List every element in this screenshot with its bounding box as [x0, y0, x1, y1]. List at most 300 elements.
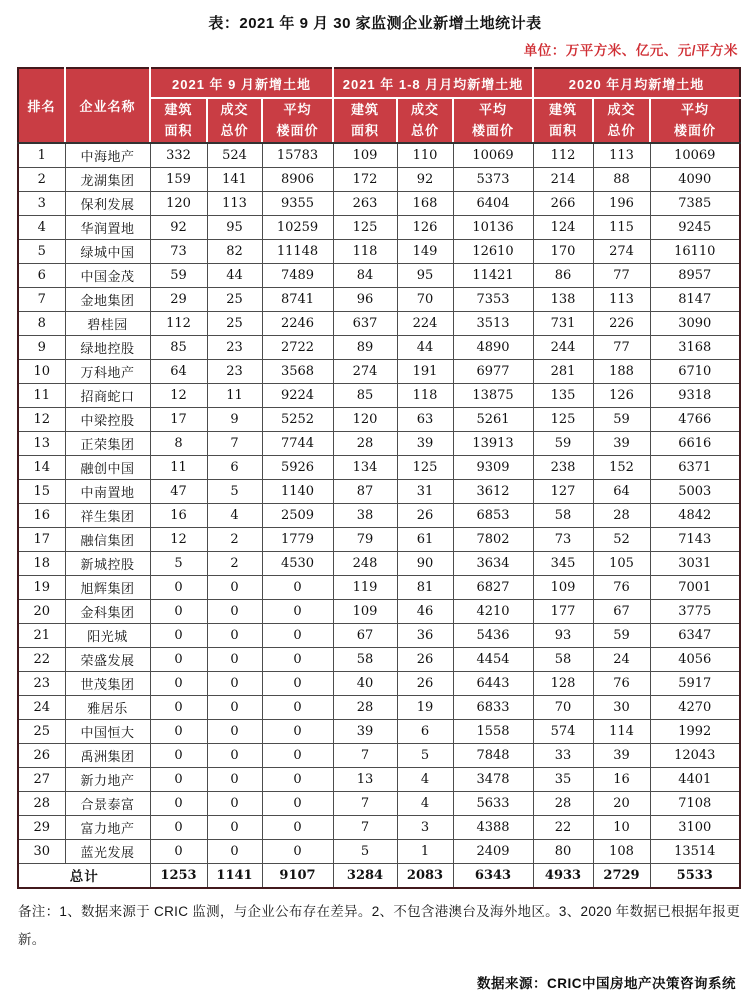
- value-cell: 7: [207, 431, 262, 455]
- value-cell: 2246: [262, 311, 333, 335]
- value-cell: 113: [593, 287, 650, 311]
- value-cell: 12: [150, 527, 207, 551]
- value-cell: 124: [533, 215, 593, 239]
- value-cell: 85: [150, 335, 207, 359]
- value-cell: 5373: [453, 167, 533, 191]
- company-cell: 保利发展: [65, 191, 150, 215]
- value-cell: 20: [593, 791, 650, 815]
- company-cell: 招商蛇口: [65, 383, 150, 407]
- value-cell: 16: [150, 503, 207, 527]
- company-cell: 中国恒大: [65, 719, 150, 743]
- company-cell: 富力地产: [65, 815, 150, 839]
- value-cell: 119: [333, 575, 397, 599]
- value-cell: 82: [207, 239, 262, 263]
- value-cell: 6616: [650, 431, 740, 455]
- value-cell: 5: [150, 551, 207, 575]
- value-cell: 0: [207, 575, 262, 599]
- total-value-cell: 1253: [150, 863, 207, 888]
- table-row: [18, 719, 740, 743]
- company-cell: 万科地产: [65, 359, 150, 383]
- value-cell: 86: [533, 263, 593, 287]
- company-cell: 中国金茂: [65, 263, 150, 287]
- company-cell: 融创中国: [65, 455, 150, 479]
- value-cell: 7: [333, 815, 397, 839]
- value-cell: 59: [593, 623, 650, 647]
- company-cell: 中梁控股: [65, 407, 150, 431]
- group-header-2: 2021 年 1-8 月月均新增土地: [333, 68, 533, 98]
- value-cell: 0: [207, 599, 262, 623]
- value-cell: 0: [150, 623, 207, 647]
- table-row: [18, 695, 740, 719]
- sub-header-g2-3: [453, 98, 533, 143]
- group-header-1: 2021 年 9 月新增土地: [150, 68, 333, 98]
- value-cell: 0: [207, 647, 262, 671]
- value-cell: 13875: [453, 383, 533, 407]
- value-cell: 332: [150, 143, 207, 167]
- table-row: [18, 815, 740, 839]
- table-row: [18, 623, 740, 647]
- rank-cell: 23: [18, 671, 65, 695]
- value-cell: 13913: [453, 431, 533, 455]
- value-cell: 6443: [453, 671, 533, 695]
- value-cell: 6404: [453, 191, 533, 215]
- value-cell: 24: [593, 647, 650, 671]
- total-value-cell: 4933: [533, 863, 593, 888]
- total-row: [18, 863, 740, 888]
- rank-cell: 2: [18, 167, 65, 191]
- value-cell: 44: [207, 263, 262, 287]
- value-cell: 0: [207, 791, 262, 815]
- value-cell: 7143: [650, 527, 740, 551]
- sub-header-line1: 成交: [410, 102, 439, 118]
- value-cell: 0: [150, 839, 207, 863]
- value-cell: 10069: [453, 143, 533, 167]
- value-cell: 109: [333, 599, 397, 623]
- rank-cell: 21: [18, 623, 65, 647]
- table-row: [18, 479, 740, 503]
- table-row: [18, 839, 740, 863]
- value-cell: 73: [150, 239, 207, 263]
- rank-cell: 20: [18, 599, 65, 623]
- value-cell: 13514: [650, 839, 740, 863]
- value-cell: 12043: [650, 743, 740, 767]
- value-cell: 0: [150, 791, 207, 815]
- value-cell: 120: [333, 407, 397, 431]
- total-label: 总计: [18, 863, 150, 888]
- value-cell: 109: [333, 143, 397, 167]
- value-cell: 10069: [650, 143, 740, 167]
- value-cell: 79: [333, 527, 397, 551]
- value-cell: 5633: [453, 791, 533, 815]
- rank-cell: 26: [18, 743, 65, 767]
- sub-header-g2-1: [333, 98, 397, 143]
- table-row: [18, 767, 740, 791]
- value-cell: 125: [397, 455, 453, 479]
- land-stats-table: [17, 67, 741, 889]
- table-row: [18, 599, 740, 623]
- value-cell: 113: [593, 143, 650, 167]
- value-cell: 5926: [262, 455, 333, 479]
- value-cell: 88: [593, 167, 650, 191]
- value-cell: 76: [593, 575, 650, 599]
- value-cell: 3031: [650, 551, 740, 575]
- value-cell: 6347: [650, 623, 740, 647]
- value-cell: 138: [533, 287, 593, 311]
- rank-cell: 18: [18, 551, 65, 575]
- value-cell: 0: [207, 671, 262, 695]
- value-cell: 281: [533, 359, 593, 383]
- value-cell: 59: [533, 431, 593, 455]
- value-cell: 0: [150, 815, 207, 839]
- value-cell: 6853: [453, 503, 533, 527]
- value-cell: 70: [397, 287, 453, 311]
- value-cell: 263: [333, 191, 397, 215]
- rank-cell: 13: [18, 431, 65, 455]
- value-cell: 0: [150, 695, 207, 719]
- value-cell: 84: [333, 263, 397, 287]
- rank-cell: 12: [18, 407, 65, 431]
- value-cell: 108: [593, 839, 650, 863]
- value-cell: 80: [533, 839, 593, 863]
- value-cell: 6371: [650, 455, 740, 479]
- company-cell: 中南置地: [65, 479, 150, 503]
- table-row: [18, 791, 740, 815]
- value-cell: 0: [262, 695, 333, 719]
- value-cell: 77: [593, 335, 650, 359]
- value-cell: 0: [207, 623, 262, 647]
- value-cell: 224: [397, 311, 453, 335]
- data-source: 数据来源：CRIC中国房地产决策咨询系统: [477, 975, 736, 991]
- value-cell: 731: [533, 311, 593, 335]
- value-cell: 1992: [650, 719, 740, 743]
- value-cell: 44: [397, 335, 453, 359]
- value-cell: 1140: [262, 479, 333, 503]
- value-cell: 3100: [650, 815, 740, 839]
- total-value-cell: 2729: [593, 863, 650, 888]
- value-cell: 31: [397, 479, 453, 503]
- value-cell: 4388: [453, 815, 533, 839]
- col-header-rank: 排名: [18, 68, 65, 143]
- value-cell: 12610: [453, 239, 533, 263]
- value-cell: 266: [533, 191, 593, 215]
- rank-cell: 28: [18, 791, 65, 815]
- group-header-3: 2020 年月均新增土地: [533, 68, 740, 98]
- company-cell: 融信集团: [65, 527, 150, 551]
- value-cell: 23: [207, 335, 262, 359]
- table-row: [18, 575, 740, 599]
- value-cell: 73: [533, 527, 593, 551]
- value-cell: 64: [150, 359, 207, 383]
- value-cell: 12: [150, 383, 207, 407]
- value-cell: 5917: [650, 671, 740, 695]
- value-cell: 0: [150, 575, 207, 599]
- value-cell: 7385: [650, 191, 740, 215]
- table-row: [18, 671, 740, 695]
- rank-cell: 7: [18, 287, 65, 311]
- value-cell: 0: [150, 599, 207, 623]
- company-cell: 旭辉集团: [65, 575, 150, 599]
- value-cell: 0: [262, 599, 333, 623]
- value-cell: 5436: [453, 623, 533, 647]
- value-cell: 9318: [650, 383, 740, 407]
- value-cell: 28: [333, 695, 397, 719]
- company-cell: 新力地产: [65, 767, 150, 791]
- page-title: 表：2021 年 9 月 30 家监测企业新增土地统计表: [208, 15, 542, 32]
- value-cell: 9: [207, 407, 262, 431]
- rank-cell: 10: [18, 359, 65, 383]
- table-row: [18, 167, 740, 191]
- value-cell: 67: [333, 623, 397, 647]
- value-cell: 4766: [650, 407, 740, 431]
- rank-cell: 1: [18, 143, 65, 167]
- value-cell: 3: [397, 815, 453, 839]
- value-cell: 5: [333, 839, 397, 863]
- sub-header-line2: 楼面价: [276, 122, 319, 138]
- value-cell: 4842: [650, 503, 740, 527]
- company-cell: 祥生集团: [65, 503, 150, 527]
- company-cell: 合景泰富: [65, 791, 150, 815]
- value-cell: 58: [533, 503, 593, 527]
- total-value-cell: 9107: [262, 863, 333, 888]
- value-cell: 7353: [453, 287, 533, 311]
- value-cell: 28: [533, 791, 593, 815]
- company-cell: 蓝光发展: [65, 839, 150, 863]
- value-cell: 127: [533, 479, 593, 503]
- value-cell: 3775: [650, 599, 740, 623]
- value-cell: 77: [593, 263, 650, 287]
- rank-cell: 9: [18, 335, 65, 359]
- table-row: [18, 335, 740, 359]
- company-cell: 雅居乐: [65, 695, 150, 719]
- value-cell: 93: [533, 623, 593, 647]
- value-cell: 159: [150, 167, 207, 191]
- value-cell: 17: [150, 407, 207, 431]
- table-row: [18, 527, 740, 551]
- value-cell: 4056: [650, 647, 740, 671]
- value-cell: 19: [397, 695, 453, 719]
- value-cell: 0: [262, 575, 333, 599]
- value-cell: 92: [150, 215, 207, 239]
- rank-cell: 4: [18, 215, 65, 239]
- value-cell: 345: [533, 551, 593, 575]
- value-cell: 9355: [262, 191, 333, 215]
- header-group-row: [18, 68, 740, 98]
- company-cell: 绿地控股: [65, 335, 150, 359]
- value-cell: 58: [533, 647, 593, 671]
- table-row: [18, 215, 740, 239]
- value-cell: 59: [150, 263, 207, 287]
- value-cell: 28: [333, 431, 397, 455]
- company-cell: 金科集团: [65, 599, 150, 623]
- value-cell: 7: [333, 791, 397, 815]
- sub-header-line1: 建筑: [350, 102, 379, 118]
- rank-cell: 22: [18, 647, 65, 671]
- value-cell: 39: [593, 743, 650, 767]
- value-cell: 0: [150, 719, 207, 743]
- value-cell: 172: [333, 167, 397, 191]
- value-cell: 3478: [453, 767, 533, 791]
- value-cell: 92: [397, 167, 453, 191]
- value-cell: 9224: [262, 383, 333, 407]
- total-value-cell: 3284: [333, 863, 397, 888]
- value-cell: 0: [262, 767, 333, 791]
- value-cell: 22: [533, 815, 593, 839]
- value-cell: 1558: [453, 719, 533, 743]
- value-cell: 0: [262, 623, 333, 647]
- value-cell: 39: [333, 719, 397, 743]
- value-cell: 6710: [650, 359, 740, 383]
- table-row: [18, 311, 740, 335]
- rank-cell: 15: [18, 479, 65, 503]
- company-cell: 新城控股: [65, 551, 150, 575]
- value-cell: 4530: [262, 551, 333, 575]
- value-cell: 0: [262, 743, 333, 767]
- value-cell: 7: [333, 743, 397, 767]
- sub-header-g1-2: [207, 98, 262, 143]
- table-row: [18, 647, 740, 671]
- value-cell: 112: [533, 143, 593, 167]
- total-value-cell: 5533: [650, 863, 740, 888]
- value-cell: 26: [397, 503, 453, 527]
- value-cell: 248: [333, 551, 397, 575]
- value-cell: 0: [207, 815, 262, 839]
- value-cell: 8: [150, 431, 207, 455]
- value-cell: 95: [207, 215, 262, 239]
- value-cell: 191: [397, 359, 453, 383]
- value-cell: 0: [150, 767, 207, 791]
- value-cell: 3513: [453, 311, 533, 335]
- value-cell: 70: [533, 695, 593, 719]
- value-cell: 114: [593, 719, 650, 743]
- value-cell: 76: [593, 671, 650, 695]
- value-cell: 39: [593, 431, 650, 455]
- sub-header-line1: 成交: [220, 102, 249, 118]
- value-cell: 126: [593, 383, 650, 407]
- value-cell: 9309: [453, 455, 533, 479]
- value-cell: 4890: [453, 335, 533, 359]
- table-row: [18, 743, 740, 767]
- value-cell: 11421: [453, 263, 533, 287]
- value-cell: 4454: [453, 647, 533, 671]
- value-cell: 196: [593, 191, 650, 215]
- value-cell: 11: [207, 383, 262, 407]
- company-cell: 华润置地: [65, 215, 150, 239]
- value-cell: 4: [397, 767, 453, 791]
- value-cell: 7848: [453, 743, 533, 767]
- value-cell: 2722: [262, 335, 333, 359]
- company-cell: 正荣集团: [65, 431, 150, 455]
- value-cell: 10259: [262, 215, 333, 239]
- value-cell: 8957: [650, 263, 740, 287]
- value-cell: 168: [397, 191, 453, 215]
- value-cell: 134: [333, 455, 397, 479]
- value-cell: 16: [593, 767, 650, 791]
- value-cell: 0: [207, 695, 262, 719]
- value-cell: 4: [207, 503, 262, 527]
- table-row: [18, 143, 740, 167]
- rank-cell: 11: [18, 383, 65, 407]
- value-cell: 5: [207, 479, 262, 503]
- value-cell: 33: [533, 743, 593, 767]
- table-row: [18, 287, 740, 311]
- sub-header-line2: 面积: [549, 122, 578, 138]
- table-row: [18, 455, 740, 479]
- value-cell: 0: [262, 719, 333, 743]
- value-cell: 8147: [650, 287, 740, 311]
- value-cell: 39: [397, 431, 453, 455]
- value-cell: 35: [533, 767, 593, 791]
- value-cell: 274: [593, 239, 650, 263]
- table-row: [18, 191, 740, 215]
- value-cell: 6827: [453, 575, 533, 599]
- value-cell: 0: [207, 767, 262, 791]
- value-cell: 6977: [453, 359, 533, 383]
- value-cell: 0: [262, 671, 333, 695]
- value-cell: 113: [207, 191, 262, 215]
- table-body: [18, 143, 740, 888]
- value-cell: 10136: [453, 215, 533, 239]
- rank-cell: 5: [18, 239, 65, 263]
- company-cell: 龙湖集团: [65, 167, 150, 191]
- sub-header-g3-3: [650, 98, 740, 143]
- value-cell: 105: [593, 551, 650, 575]
- sub-header-g1-3: [262, 98, 333, 143]
- value-cell: 109: [533, 575, 593, 599]
- value-cell: 177: [533, 599, 593, 623]
- value-cell: 110: [397, 143, 453, 167]
- table-header: [18, 68, 740, 143]
- value-cell: 7744: [262, 431, 333, 455]
- table-row: [18, 503, 740, 527]
- table-row: [18, 359, 740, 383]
- sub-header-line2: 楼面价: [472, 122, 515, 138]
- table-row: [18, 407, 740, 431]
- value-cell: 0: [207, 743, 262, 767]
- sub-header-line1: 成交: [607, 102, 636, 118]
- company-cell: 禹洲集团: [65, 743, 150, 767]
- company-cell: 世茂集团: [65, 671, 150, 695]
- value-cell: 38: [333, 503, 397, 527]
- value-cell: 16110: [650, 239, 740, 263]
- value-cell: 274: [333, 359, 397, 383]
- value-cell: 214: [533, 167, 593, 191]
- rank-cell: 3: [18, 191, 65, 215]
- value-cell: 3090: [650, 311, 740, 335]
- value-cell: 6: [397, 719, 453, 743]
- value-cell: 120: [150, 191, 207, 215]
- value-cell: 64: [593, 479, 650, 503]
- rank-cell: 8: [18, 311, 65, 335]
- value-cell: 67: [593, 599, 650, 623]
- value-cell: 112: [150, 311, 207, 335]
- total-value-cell: 1141: [207, 863, 262, 888]
- value-cell: 0: [207, 839, 262, 863]
- value-cell: 2: [207, 527, 262, 551]
- value-cell: 128: [533, 671, 593, 695]
- total-value-cell: 6343: [453, 863, 533, 888]
- value-cell: 25: [207, 311, 262, 335]
- value-cell: 9245: [650, 215, 740, 239]
- sub-header-line1: 建筑: [164, 102, 193, 118]
- sub-header-g2-2: [397, 98, 453, 143]
- sub-header-g3-2: [593, 98, 650, 143]
- value-cell: 29: [150, 287, 207, 311]
- value-cell: 7489: [262, 263, 333, 287]
- value-cell: 58: [333, 647, 397, 671]
- value-cell: 52: [593, 527, 650, 551]
- value-cell: 95: [397, 263, 453, 287]
- value-cell: 85: [333, 383, 397, 407]
